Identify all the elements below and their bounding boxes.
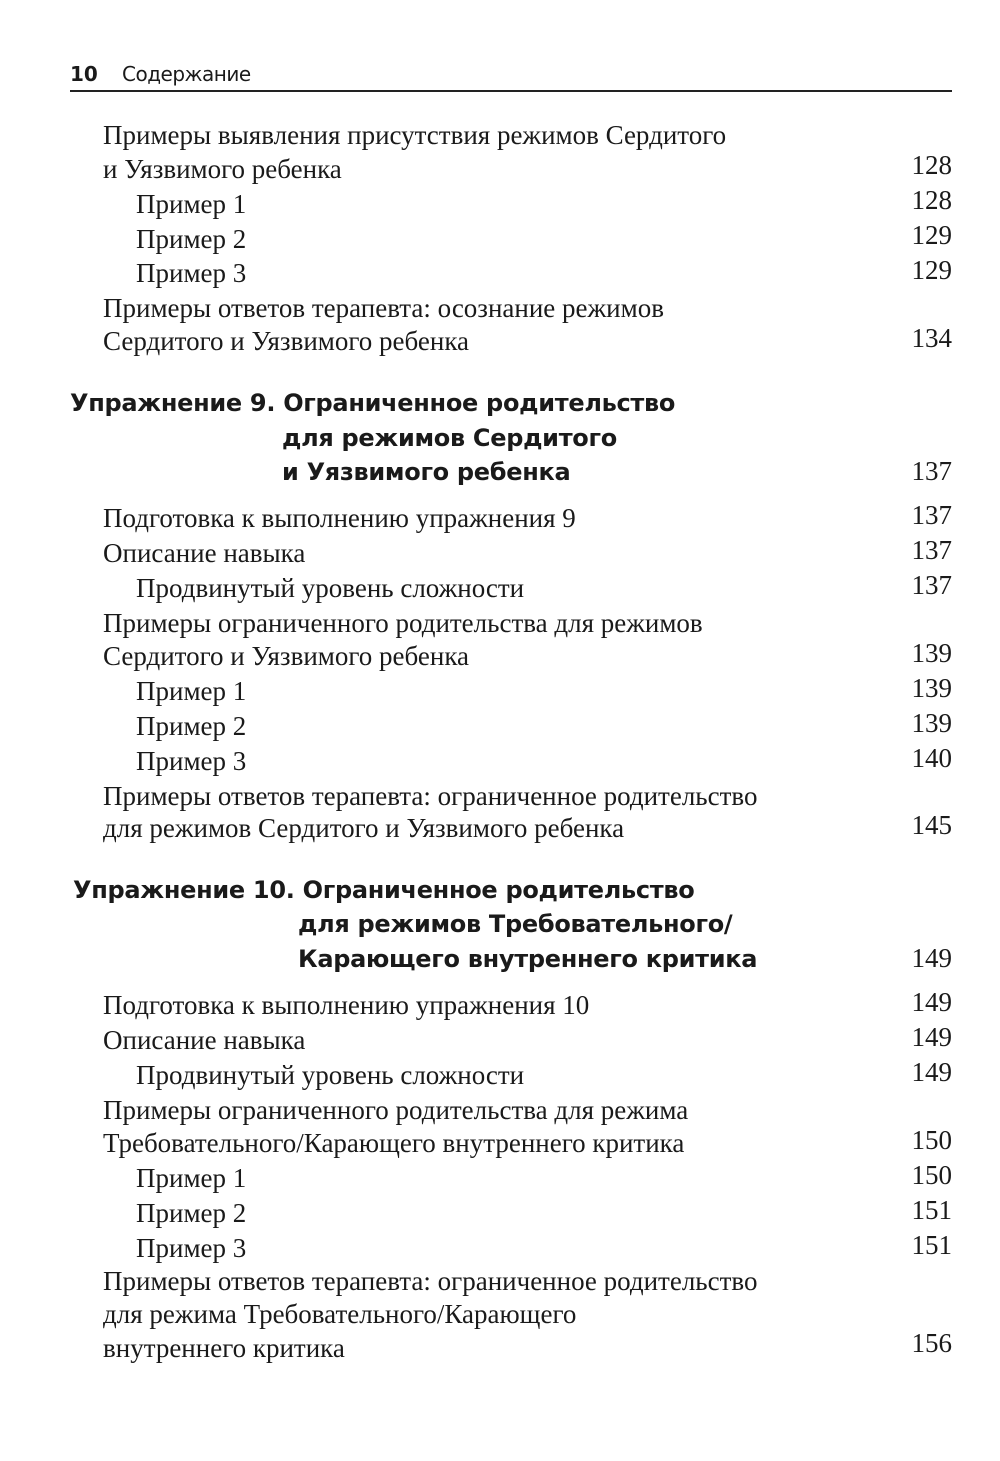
toc-page-number: 145 — [911, 810, 952, 840]
toc-page-number: 149 — [911, 987, 952, 1017]
toc-entry-text: Описание навыка — [103, 1025, 306, 1055]
toc-page-number: 139 — [911, 638, 952, 668]
toc-page-number: 129 — [911, 255, 952, 285]
exercise-heading: Упражнение 9. Ограниченное родительство — [70, 389, 676, 417]
toc-page-number: 137 — [911, 570, 952, 600]
running-header — [70, 62, 952, 92]
toc-entry-text: Пример 2 — [136, 711, 247, 741]
exercise-heading: для режимов Сердитого — [282, 424, 617, 452]
toc-entry-text: Подготовка к выполнению упражнения 10 — [103, 990, 590, 1020]
toc-entry-text: Примеры ответов терапевта: ограниченное родительство — [103, 1266, 758, 1296]
toc-page-number: 156 — [911, 1328, 952, 1358]
toc-entry-text: Пример 3 — [136, 746, 247, 776]
toc-page-number: 134 — [911, 323, 952, 353]
page-number: 10 — [70, 62, 98, 86]
toc-entry-text: Сердитого и Уязвимого ребенка — [103, 326, 470, 356]
toc-page-number: 137 — [911, 456, 952, 486]
toc-page-number: 150 — [911, 1125, 952, 1155]
toc-page-number: 139 — [911, 708, 952, 738]
toc-entry-text: Пример 1 — [136, 189, 247, 219]
toc-page-number: 139 — [911, 673, 952, 703]
toc-entry-text: внутреннего критика — [103, 1333, 345, 1363]
toc-entry-text: Продвинутый уровень сложности — [136, 1060, 525, 1090]
toc-entry-text: Пример 1 — [136, 1163, 247, 1193]
toc-entry-text: Сердитого и Уязвимого ребенка — [103, 641, 470, 671]
toc-page-number: 129 — [911, 220, 952, 250]
toc-page-number: 151 — [911, 1195, 952, 1225]
toc-entry-text: Пример 2 — [136, 1198, 247, 1228]
header-divider — [70, 90, 952, 92]
toc-entry-text: Подготовка к выполнению упражнения 9 — [103, 503, 576, 533]
toc-page-number: 151 — [911, 1230, 952, 1260]
toc-page-number: 140 — [911, 743, 952, 773]
toc-page-number: 149 — [911, 1057, 952, 1087]
toc-entry-text: Требовательного/Карающего внутреннего критика — [103, 1128, 685, 1158]
toc-entry-text: Примеры ответов терапевта: осознание режимов — [103, 293, 664, 323]
toc-entry-text: и Уязвимого ребенка — [103, 154, 342, 184]
running-title: Содержание — [122, 62, 251, 86]
toc-page-number: 137 — [911, 500, 952, 530]
toc-page-number: 150 — [911, 1160, 952, 1190]
toc-entry-text: Примеры ответов терапевта: ограниченное родительство — [103, 781, 758, 811]
exercise-heading: и Уязвимого ребенка — [282, 458, 571, 486]
exercise-heading: Карающего внутреннего критика — [298, 945, 758, 973]
toc-page-number: 149 — [911, 943, 952, 973]
toc-entry-text: Описание навыка — [103, 538, 306, 568]
toc-page-number: 128 — [911, 150, 952, 180]
toc-entry-text: Пример 3 — [136, 258, 247, 288]
toc-entry-text: Примеры ограниченного родительства для режимов — [103, 608, 703, 638]
toc-entry-text: Пример 2 — [136, 224, 247, 254]
toc-entry-text: Пример 3 — [136, 1233, 247, 1263]
toc-entry-text: Примеры выявления присутствия режимов Сердитого — [103, 120, 727, 150]
toc-entry-text: Продвинутый уровень сложности — [136, 573, 525, 603]
toc-entry-text: для режима Требовательного/Карающего — [103, 1299, 577, 1329]
toc-page-number: 149 — [911, 1022, 952, 1052]
exercise-heading: для режимов Требовательного/ — [298, 910, 733, 938]
toc-entry-text: для режимов Сердитого и Уязвимого ребенка — [103, 813, 625, 843]
exercise-heading: Упражнение 10. Ограниченное родительство — [73, 876, 695, 904]
toc-page-number: 137 — [911, 535, 952, 565]
toc-entry-text: Пример 1 — [136, 676, 247, 706]
toc-entry-text: Примеры ограниченного родительства для режима — [103, 1095, 689, 1125]
toc-page-number: 128 — [911, 185, 952, 215]
